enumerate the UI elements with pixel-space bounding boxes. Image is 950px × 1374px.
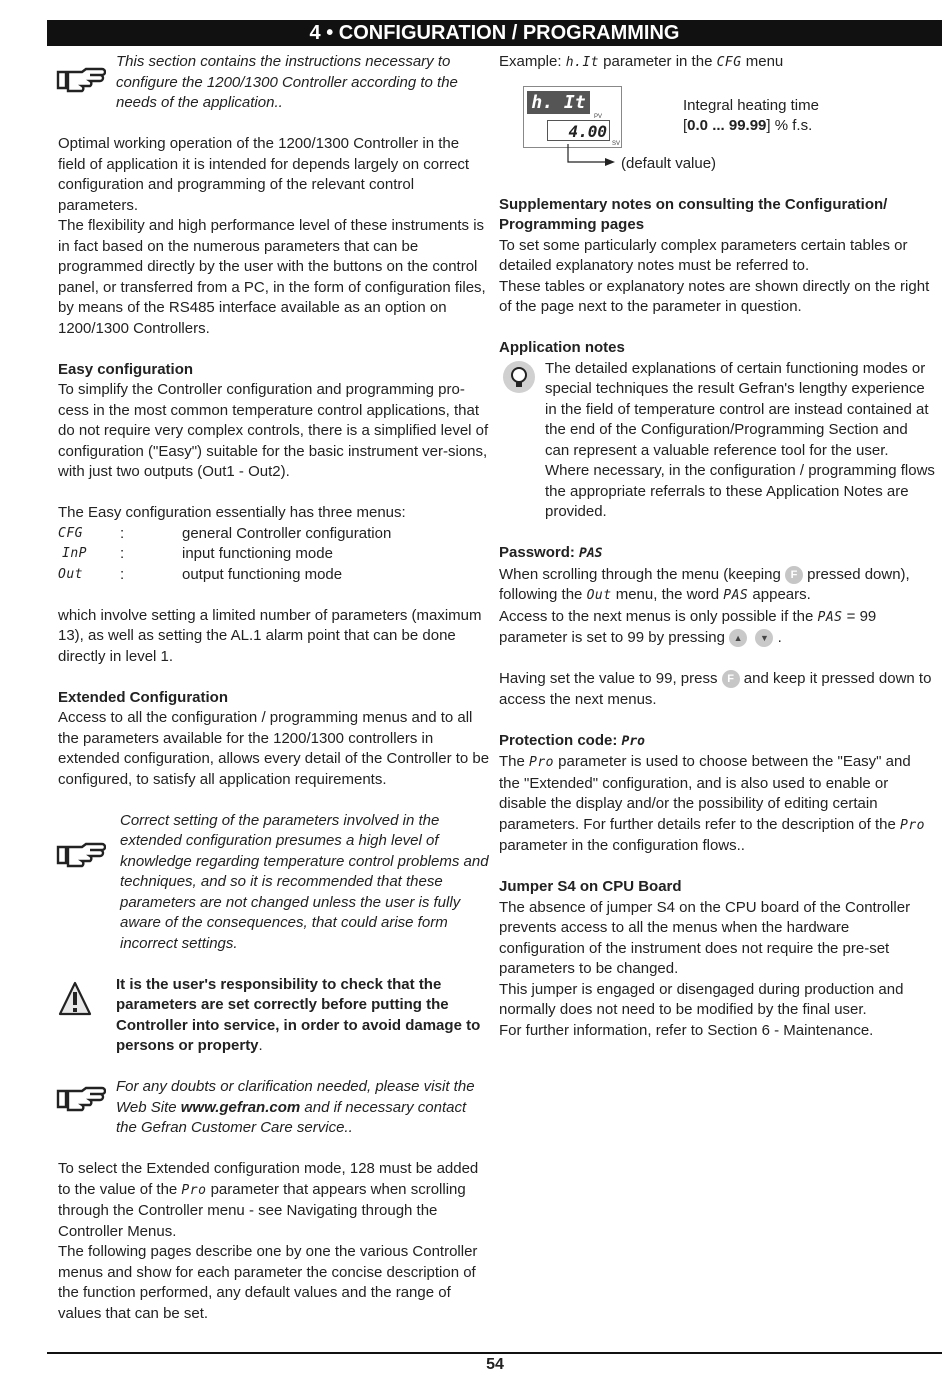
warning-text: It is the user's responsibility to check that the parameters are set correctly before putting the Controller into service, in order to avoid damage to persons or property bbox=[116, 975, 481, 1054]
extended-config-heading: Extended Configuration bbox=[58, 688, 228, 706]
paragraph: The detailed explanations of certain functioning modes or special techniques the result Gefran's lengthy experience in the field of temperature control are instead contained at the end of the Configuration/Programming Section and can represent a valuable reference tool for the user. bbox=[545, 359, 929, 459]
menu-sep: : bbox=[120, 524, 125, 542]
web-note-text: and if necessary contact the Gefran Customer Care service.. bbox=[116, 1098, 467, 1136]
integral-label: Integral heating time bbox=[683, 96, 819, 114]
integral-time-info bbox=[683, 96, 883, 137]
footer-divider bbox=[47, 1352, 942, 1354]
menu-desc: output functioning mode bbox=[182, 565, 343, 583]
jumper-heading: Jumper S4 on CPU Board bbox=[499, 878, 682, 895]
paragraph: parameter is used to choose between the "Easy" and the "Extended" configuration, and is also used to enable or disable the display and/or the possibility of editing certain parameters. For further details refer to the description of the bbox=[499, 753, 911, 833]
example-text: menu bbox=[741, 53, 784, 70]
extended-note bbox=[58, 811, 490, 955]
paragraph: These tables or explanatory notes are shown directly on the right of the page next to the parameter in question. bbox=[499, 277, 930, 315]
pas-code: PAS bbox=[579, 546, 603, 561]
cfg-code: CFG bbox=[716, 55, 742, 70]
paragraph: The Easy configuration essentially has three menus: bbox=[58, 504, 406, 521]
pv-display: h. It bbox=[527, 91, 590, 114]
arrow-icon bbox=[567, 144, 617, 175]
range-open: [ bbox=[683, 117, 688, 134]
pointing-hand-icon bbox=[56, 66, 106, 101]
extended-note-text: Correct setting of the parameters involved in the extended configuration presumes a high level of knowledge regarding temperature control problems and techniques, and so it is recommended that these parameters are not changed unless the user is fully aware of the consequences, that could arise form incorrect settings. bbox=[120, 811, 489, 952]
hit-code: h.It bbox=[565, 55, 600, 70]
paragraph: Optimal working operation of the 1200/1300 Controller in the field of application it is intended for depends largely on correct configuration and programming of the relevant control parameters. bbox=[58, 135, 470, 214]
paragraph: The flexibility and high performance level of these instruments is in fact based on the numerous parameters that can be programmed directly by the user with the buttons on the control panel, or transferred from a PC, in the form of configuration files, by means of the RS485 interface available as an option on 1200/1300 Controllers. bbox=[58, 217, 486, 337]
integral-range: 0.0 ... 99.99 bbox=[687, 117, 767, 134]
left-column bbox=[58, 52, 490, 1324]
paragraph: Access to the next menus is only possible if the bbox=[499, 607, 818, 625]
pointing-hand-icon bbox=[56, 841, 106, 876]
paragraph: parameter that appears when scrolling through the Controller menu - see Navigating through the Controller Menus. bbox=[58, 1180, 466, 1240]
paragraph: When scrolling through the menu (keeping bbox=[499, 565, 785, 583]
paragraph: . bbox=[773, 629, 782, 646]
web-note-text: For any doubts or clarification needed, please visit the Web Site bbox=[116, 1078, 475, 1116]
password-heading: Password: bbox=[499, 544, 580, 561]
application-note bbox=[499, 359, 935, 523]
menu-desc: general Controller configuration bbox=[182, 524, 392, 542]
pro-code: Pro bbox=[900, 817, 926, 833]
example-text: Example: bbox=[499, 53, 566, 70]
paragraph: and keep it pressed down to access the next menus. bbox=[499, 670, 932, 708]
menu-desc: input functioning mode bbox=[182, 545, 333, 562]
menu-code: InP bbox=[62, 546, 87, 561]
menu-code: CFG bbox=[58, 525, 83, 541]
application-notes-heading: Application notes bbox=[499, 339, 625, 356]
web-note bbox=[58, 1077, 490, 1139]
default-value-row bbox=[499, 154, 935, 175]
paragraph: parameter in the configuration flows.. bbox=[499, 837, 745, 854]
warning-note bbox=[58, 975, 490, 1057]
easy-config-heading: Easy configuration bbox=[58, 360, 194, 378]
paragraph: pressed down), following the bbox=[499, 565, 910, 603]
paragraph: To set some particularly complex parameters certain tables or detailed explanatory notes must be referred to. bbox=[499, 236, 908, 274]
page-number: 54 bbox=[486, 1356, 504, 1373]
paragraph: The absence of jumper S4 on the CPU board of the Controller prevents access to all the menus when the hardware configuration of the instrument does not require the pre-set parameters to be changed. bbox=[499, 898, 911, 977]
up-button-icon: ▲ bbox=[729, 629, 747, 647]
paragraph: appears. bbox=[748, 586, 811, 603]
f-button-icon: F bbox=[785, 566, 803, 584]
paragraph: To simplify the Controller configuration and programming pro-cess in the most common temperature control applications, that do not require very complex controls, there is a simplified level of configuration ("Easy") suitable for the basic instrument ver-sions, with just two outputs (Out1 - Out2). bbox=[58, 381, 489, 480]
pointing-hand-icon bbox=[56, 1085, 106, 1120]
controller-display bbox=[523, 86, 622, 148]
paragraph: For further information, refer to Section 6 - Maintenance. bbox=[499, 1021, 874, 1039]
right-column bbox=[499, 52, 935, 1041]
paragraph: Where necessary, in the configuration / programming flows the appropriate referrals to these Application Notes are provided. bbox=[545, 462, 935, 520]
pro-code: Pro bbox=[529, 755, 554, 770]
pas-code: PAS bbox=[723, 588, 749, 603]
paragraph: Having set the value to 99, press bbox=[499, 670, 722, 687]
pv-tag: PV bbox=[594, 113, 603, 120]
intro-note bbox=[58, 52, 490, 114]
display-example bbox=[499, 54, 935, 154]
pro-code: Pro bbox=[181, 1182, 207, 1198]
paragraph: This jumper is engaged or disengaged during production and normally does not need to be modified by the final user. bbox=[499, 980, 904, 1018]
protection-heading: Protection code: bbox=[499, 731, 622, 749]
paragraph: The bbox=[499, 753, 530, 770]
website-link[interactable]: www.gefran.com bbox=[180, 1098, 301, 1116]
supplementary-heading: Supplementary notes on consulting the Configuration/ Programming pages bbox=[499, 195, 888, 233]
paragraph: = 99 parameter is set to 99 by pressing bbox=[499, 607, 877, 646]
menu-row-out bbox=[58, 565, 490, 586]
paragraph: To select the Extended configuration mode, 128 must be added to the value of the bbox=[58, 1160, 479, 1198]
warning-triangle-icon bbox=[58, 981, 92, 1024]
down-button-icon: ▼ bbox=[755, 629, 773, 647]
f-button-icon: F bbox=[722, 670, 740, 688]
sv-tag: SV bbox=[612, 140, 621, 147]
menu-sep: : bbox=[120, 565, 125, 583]
pas-code: PAS bbox=[817, 609, 843, 625]
paragraph: which involve setting a limited number of parameters (maximum 13), as well as setting the AL.1 alarm point that can be done directly in level 1. bbox=[58, 606, 482, 665]
paragraph: Access to all the configuration / programming menus and to all the parameters available for the 1200/1300 controllers in extended configuration, allows every detail of the Controller to be configured, to satisfy all application requirements. bbox=[58, 709, 490, 788]
intro-note-text: This section contains the instructions necessary to configure the 1200/1300 Controller according to the needs of the application.. bbox=[116, 53, 458, 111]
example-text: parameter in the bbox=[599, 53, 717, 70]
menu-row-inp bbox=[58, 544, 490, 565]
out-code: Out bbox=[586, 588, 612, 603]
menu-sep: : bbox=[120, 545, 125, 562]
pro-code: Pro bbox=[621, 733, 645, 749]
sv-display: 4.00 bbox=[547, 120, 610, 141]
default-value-label: (default value) bbox=[621, 154, 717, 172]
menu-code: Out bbox=[58, 566, 83, 582]
paragraph: The following pages describe one by one the various Controller menus and show for each parameter the concise description of the function performed, any default values and the range of values that can be set. bbox=[58, 1243, 478, 1322]
range-close: ] % f.s. bbox=[766, 117, 813, 134]
paragraph: menu, the word bbox=[611, 586, 724, 603]
warning-end: . bbox=[258, 1037, 263, 1054]
section-title: 4 • CONFIGURATION / PROGRAMMING bbox=[47, 20, 942, 46]
lightbulb-icon bbox=[501, 359, 537, 402]
menu-row-cfg bbox=[58, 524, 490, 545]
